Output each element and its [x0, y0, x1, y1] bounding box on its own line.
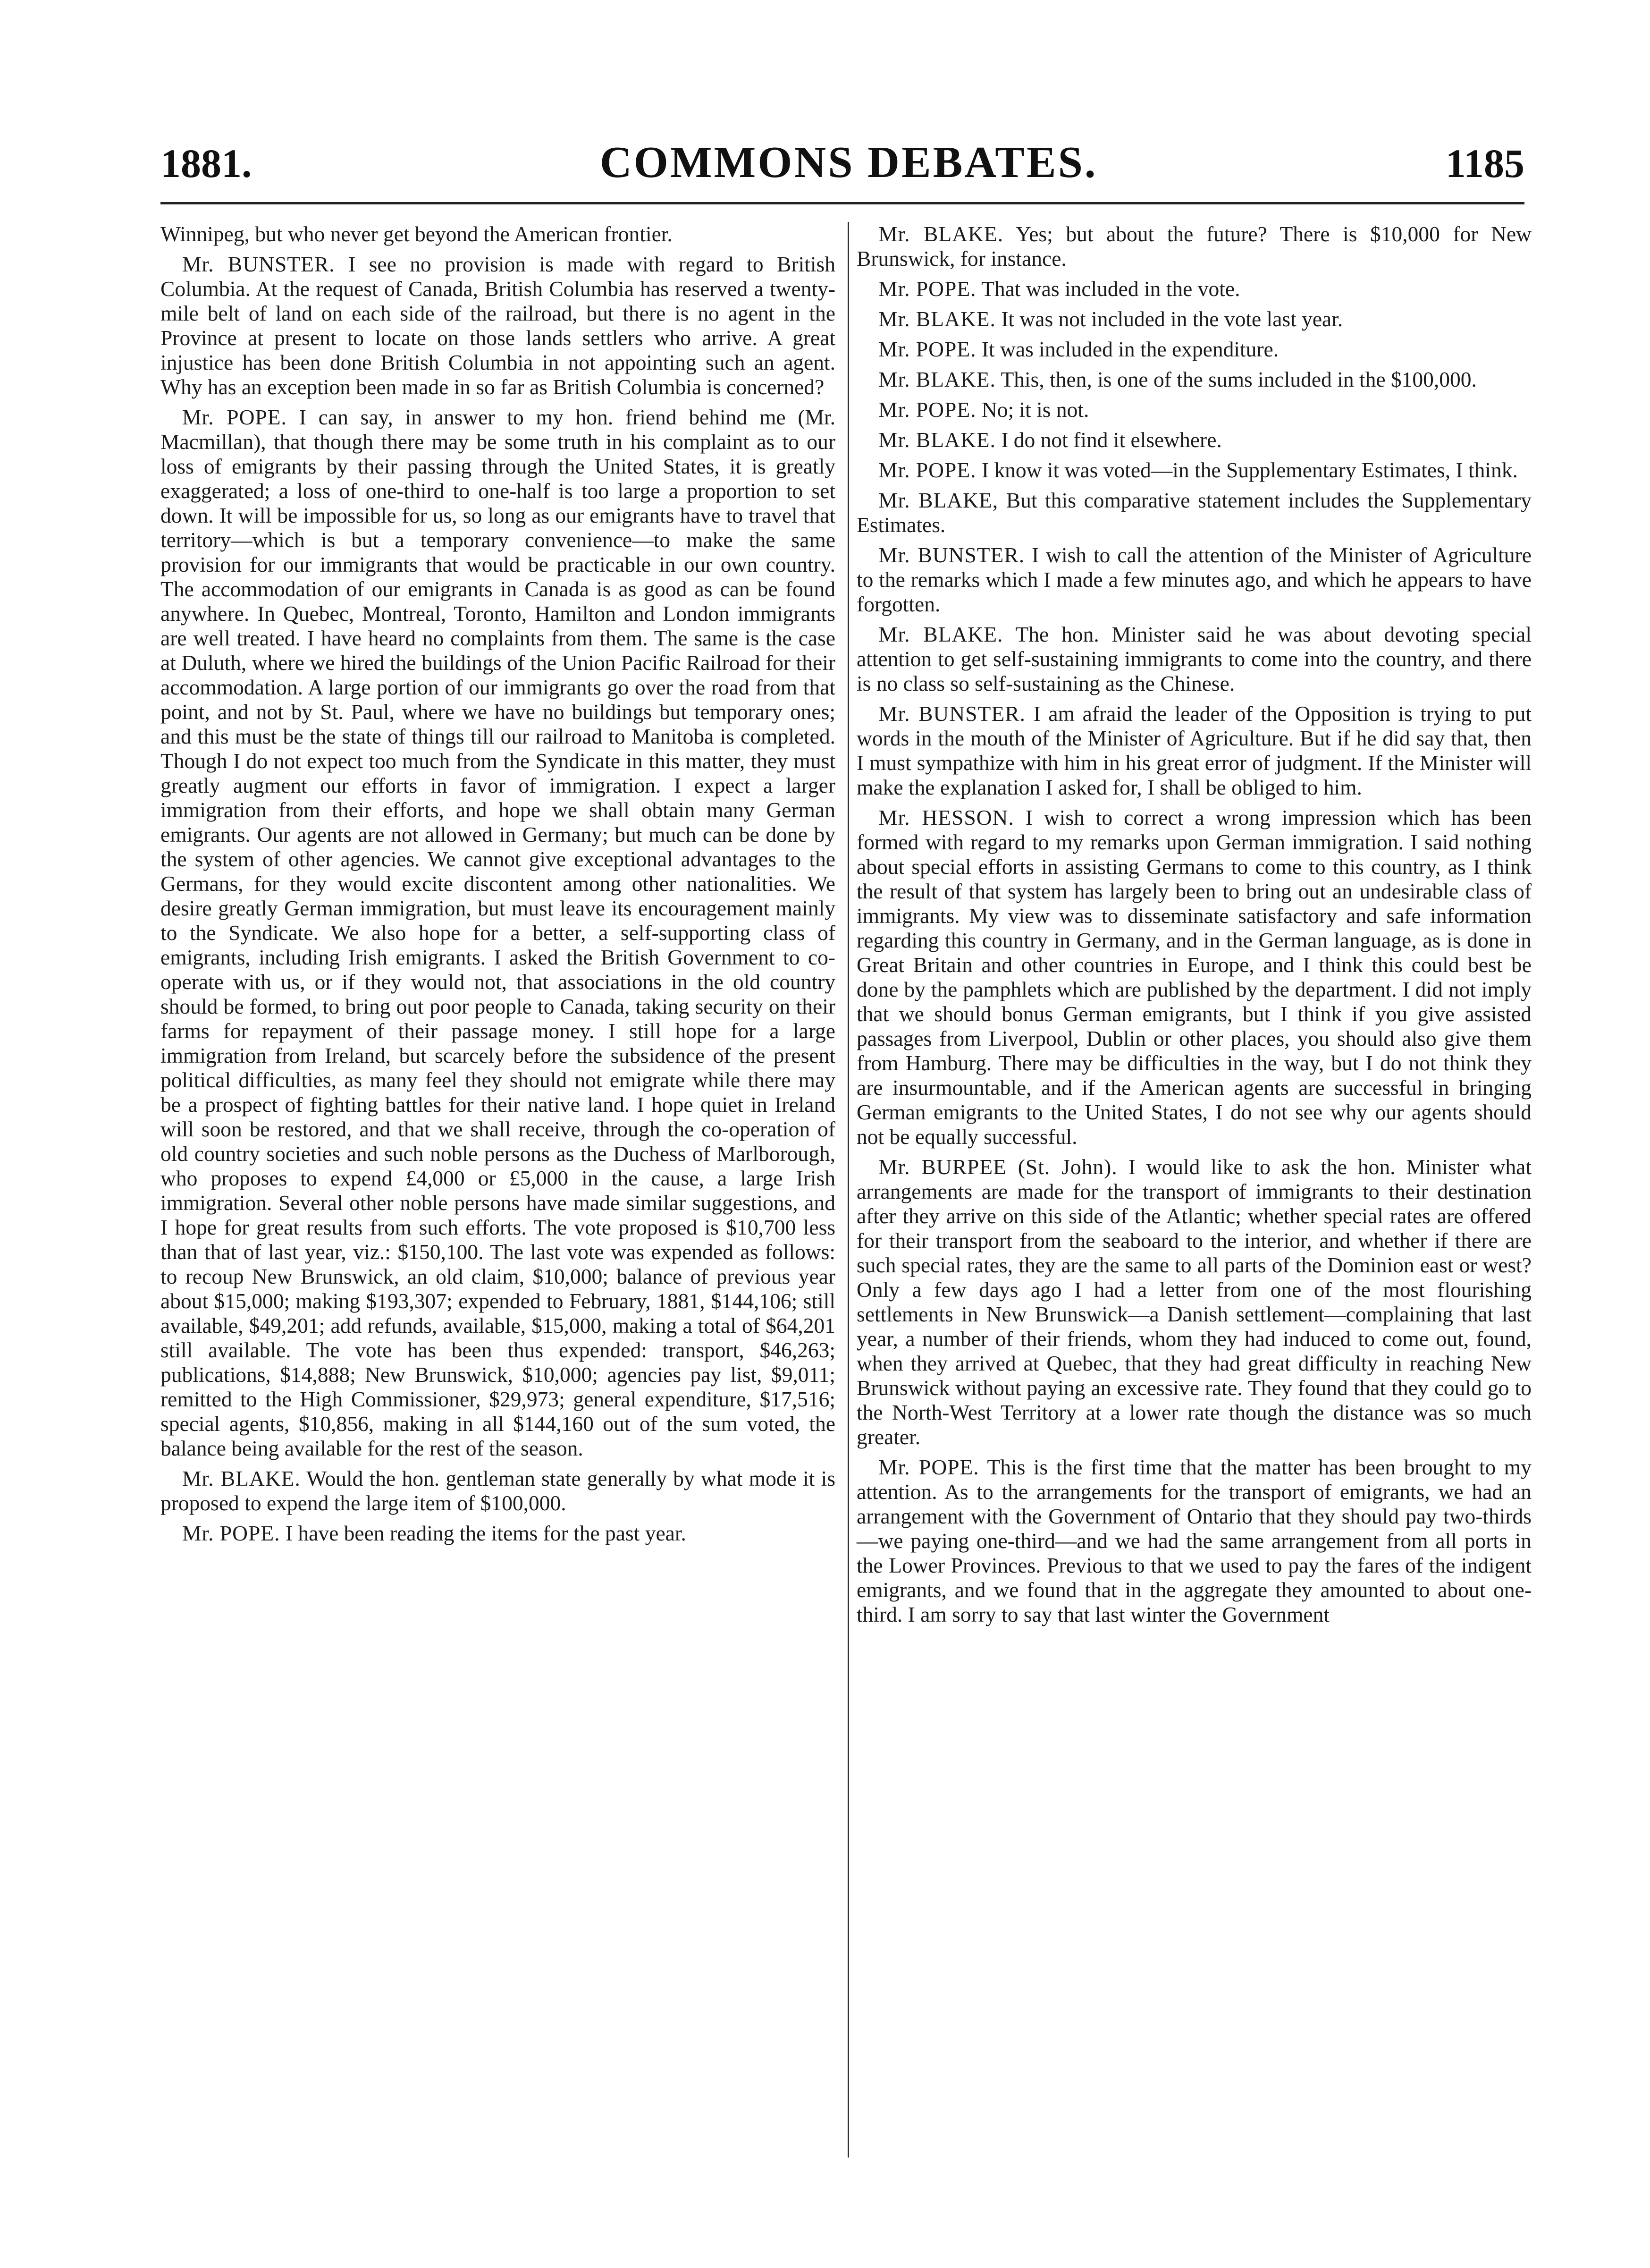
speech-text: This, then, is one of the sums included in the $100,000.: [1001, 367, 1477, 391]
speaker-name: Mr. BLAKE.: [878, 222, 1004, 246]
paragraph: [160, 1521, 835, 1546]
paragraph: [857, 1155, 1532, 1449]
paragraph: [160, 405, 835, 1461]
speaker-name: Mr. POPE.: [878, 398, 977, 422]
speech-text: I do not find it elsewhere.: [1001, 428, 1222, 452]
speech-text: That was included in the vote.: [981, 277, 1240, 301]
paragraph: [857, 367, 1532, 392]
paragraph: [857, 1455, 1532, 1627]
paragraph: [857, 428, 1532, 452]
speech-text: This is the first time that the matter has been brought to my attention. As to the arrangements for the transport of emigrants, we had an arrangement with the Government of Ontario that they should pay two-thirds—we paying one-third—and we had the same arrangement from all ports in the Lower Provinces. Previous to that we used to pay the fares of the indigent emigrants, and we found that in the aggregate they amounted to about one-third. I am sorry to say that last winter the Government: [857, 1455, 1532, 1626]
speaker-name: Mr. POPE.: [878, 277, 977, 301]
speaker-name: Mr. POPE.: [878, 1455, 979, 1479]
speaker-name: Mr. BLAKE.: [878, 622, 1003, 646]
paragraph: [857, 543, 1532, 617]
paragraph: [857, 805, 1532, 1149]
speaker-name: Mr. POPE.: [878, 458, 977, 482]
speaker-name: Mr. BLAKE.: [182, 1466, 301, 1490]
paragraph: [160, 222, 835, 246]
speaker-name: Mr. BLAKE,: [878, 488, 999, 512]
paragraph: [857, 702, 1532, 800]
speaker-name: Mr. BUNSTER.: [878, 702, 1026, 726]
publication-title: COMMONS DEBATES.: [599, 138, 1098, 187]
speech-text: I see no provision is made with regard to British Columbia. At the request of Canada, British Columbia has reserved a twenty-mile belt of land on each side of the railroad, but there is no agent in the Province at present to locate on those lands settlers who arrive. A great injustice has been done British Columbia in not appointing such an agent. Why has an exception been made in so far as British Columbia is concerned?: [160, 252, 835, 399]
speaker-name: Mr. BURPEE (St. John).: [878, 1155, 1118, 1179]
speech-text: Yes; but about the future? There is $10,000 for New Brunswick, for instance.: [857, 222, 1532, 271]
speaker-name: Mr. POPE.: [182, 1521, 280, 1545]
page-header: [160, 137, 1524, 198]
paragraph: [857, 222, 1532, 271]
speaker-name: Mr. BLAKE.: [878, 307, 996, 331]
speech-text: Would the hon. gentleman state generally by what mode it is proposed to expend the large item of $100,000.: [160, 1466, 835, 1515]
speaker-name: Mr. BLAKE.: [878, 428, 996, 452]
paragraph: [857, 488, 1532, 537]
speaker-name: Mr. POPE.: [182, 405, 287, 429]
header-year: 1881.: [160, 141, 252, 186]
speaker-name: Mr. HESSON.: [878, 805, 1014, 829]
right-column: [857, 222, 1532, 1633]
paragraph: [160, 1466, 835, 1515]
speech-text: The hon. Minister said he was about devoting special attention to get self-sustaining immigrants to come into the country, and there is no class so self-sustaining as the Chinese.: [857, 622, 1532, 695]
speaker-name: Mr. BUNSTER.: [182, 252, 335, 276]
paragraph: [857, 337, 1532, 362]
paragraph: [160, 252, 835, 399]
header-rule: [160, 202, 1524, 204]
speech-text: I wish to correct a wrong impression which has been formed with regard to my remarks upon German immigration. I said nothing about special efforts in assisting Germans to come to this country, as I think the result of that system has largely been to bring out an undesirable class of immigrants. My view was to disseminate satisfactory and safe information regarding this country in Germany, and in the German language, as is done in Great Britain and other countries in Europe, and I think this could best be done by the pamphlets which are published by the department. I did not imply that we should bonus German emigrants, but I think if you give assisted passages from Liverpool, Dublin or other places, you should also give them from Hamburg. There may be difficulties in the way, but I do not think they are insurmountable, and if the American agents are successful in bringing German emigrants to the United States, I do not see why our agents should not be equally successful.: [857, 805, 1532, 1149]
speech-text: It was not included in the vote last year.: [1001, 307, 1343, 331]
speaker-name: Mr. BUNSTER.: [878, 543, 1025, 567]
speech-text: It was included in the expenditure.: [981, 337, 1279, 361]
left-column: [160, 222, 835, 1551]
speech-text: I can say, in answer to my hon. friend behind me (Mr. Macmillan), that though there may be some truth in his complaint as to our loss of emigrants by their passing through the United States, it is greatly exaggerated; a loss of one-third to one-half is too large a proportion to set down. It will be impossible for us, so long as our emigrants have to travel that territory—which is but a temporary convenience—to make the same provision for our immigrants that would be practicable in our own country. The accommodation of our emigrants in Canada is as good as can be found anywhere. In Quebec, Montreal, Toronto, Hamilton and London immigrants are well treated. I have heard no complaints from them. The same is the case at Duluth, where we hired the buildings of the Union Pacific Railroad for their accommodation. A large portion of our immigrants go over the road from that point, and not by St. Paul, where we have no buildings but temporary ones; and this must be the state of things till our railroad to Manitoba is completed. Though I do not expect too much from the Syndicate in this matter, they must greatly augment our efforts in favor of immigration. I expect a larger immigration from their efforts, and hope we shall obtain many German emigrants. Our agents are not allowed in Germany; but much can be done by the system of other agencies. We cannot give exceptional advantages to the Germans, for they would excite discontent among other nationalities. We desire greatly German immigration, but must leave its encouragement mainly to the Syndicate. We also hope for a better, a self-supporting class of emigrants, including Irish emigrants. I asked the British Government to co-operate with us, or if they would not, that associations in the old country should be formed, to bring out poor people to Canada, taking security on their farms for repayment of their passage money. I still hope for a large immigration from Ireland, but scarcely before the subsidence of the present political difficulties, as many feel they should not emigrate while there may be a prospect of fighting battles for their native land. I hope quiet in Ireland will soon be restored, and that we shall receive, through the co-operation of old country societies and such noble persons as the Duchess of Marlborough, who proposes to expend £4,000 or £5,000 in the cause, a large Irish immigration. Several other noble persons have made similar suggestions, and I hope for great results from such efforts. The vote proposed is $10,700 less than that of last year, viz.: $150,100. The last vote was expended as follows: to recoup New Brunswick, an old claim, $10,000; balance of previous year about $15,000; making $193,307; expended to February, 1881, $144,106; still available, $49,201; add refunds, available, $15,000, making a total of $64,201 still available. The vote has been thus expended: transport, $46,263; publications, $14,888; New Brunswick, $10,000; agencies pay list, $9,011; remitted to the High Commissioner, $29,973; general expenditure, $17,516; special agents, $10,856, making in all $144,160 out of the sum voted, the balance being available for the rest of the season.: [160, 405, 835, 1460]
speech-text: Winnipeg, but who never get beyond the American frontier.: [160, 222, 673, 246]
speech-text: I would like to ask the hon. Minister what arrangements are made for the transport of immigrants to their destination after they arrive on this side of the Atlantic; whether special rates are offered for their transport from the seaboard to the interior, and whether if there are such special rates, they are the same to all parts of the Dominion east or west? Only a few days ago I had a letter from one of the most flourishing settlements in New Brunswick—a Danish settlement—complaining that last year, a number of their friends, whom they had induced to come out, found, when they arrived at Quebec, that they had great difficulty in reaching New Brunswick without paying an excessive rate. They found that they could go to the North-West Territory at a lower rate though the distance was so much greater.: [857, 1155, 1532, 1449]
speech-text: I have been reading the items for the past year.: [285, 1521, 686, 1545]
page-number: 1185: [1445, 141, 1524, 186]
speech-text: No; it is not.: [981, 398, 1089, 422]
speech-text: I wish to call the attention of the Minister of Agriculture to the remarks which I made a few minutes ago, and which he appears to have forgotten.: [857, 543, 1532, 616]
speaker-name: Mr. POPE.: [878, 337, 977, 361]
paragraph: [857, 458, 1532, 482]
speaker-name: Mr. BLAKE.: [878, 367, 996, 391]
paragraph: [857, 277, 1532, 301]
paragraph: [857, 398, 1532, 422]
speech-text: But this comparative statement includes the Supplementary Estimates.: [857, 488, 1532, 537]
speech-text: I know it was voted—in the Supplementary Estimates, I think.: [981, 458, 1518, 482]
paragraph: [857, 307, 1532, 331]
column-divider: [848, 222, 849, 2158]
speech-text: I am afraid the leader of the Opposition is trying to put words in the mouth of the Minister of Agriculture. But if he did say that, then I must sympathize with him in his great error of judgment. If the Minister will make the explanation I asked for, I shall be obliged to him.: [857, 702, 1532, 799]
paragraph: [857, 622, 1532, 696]
